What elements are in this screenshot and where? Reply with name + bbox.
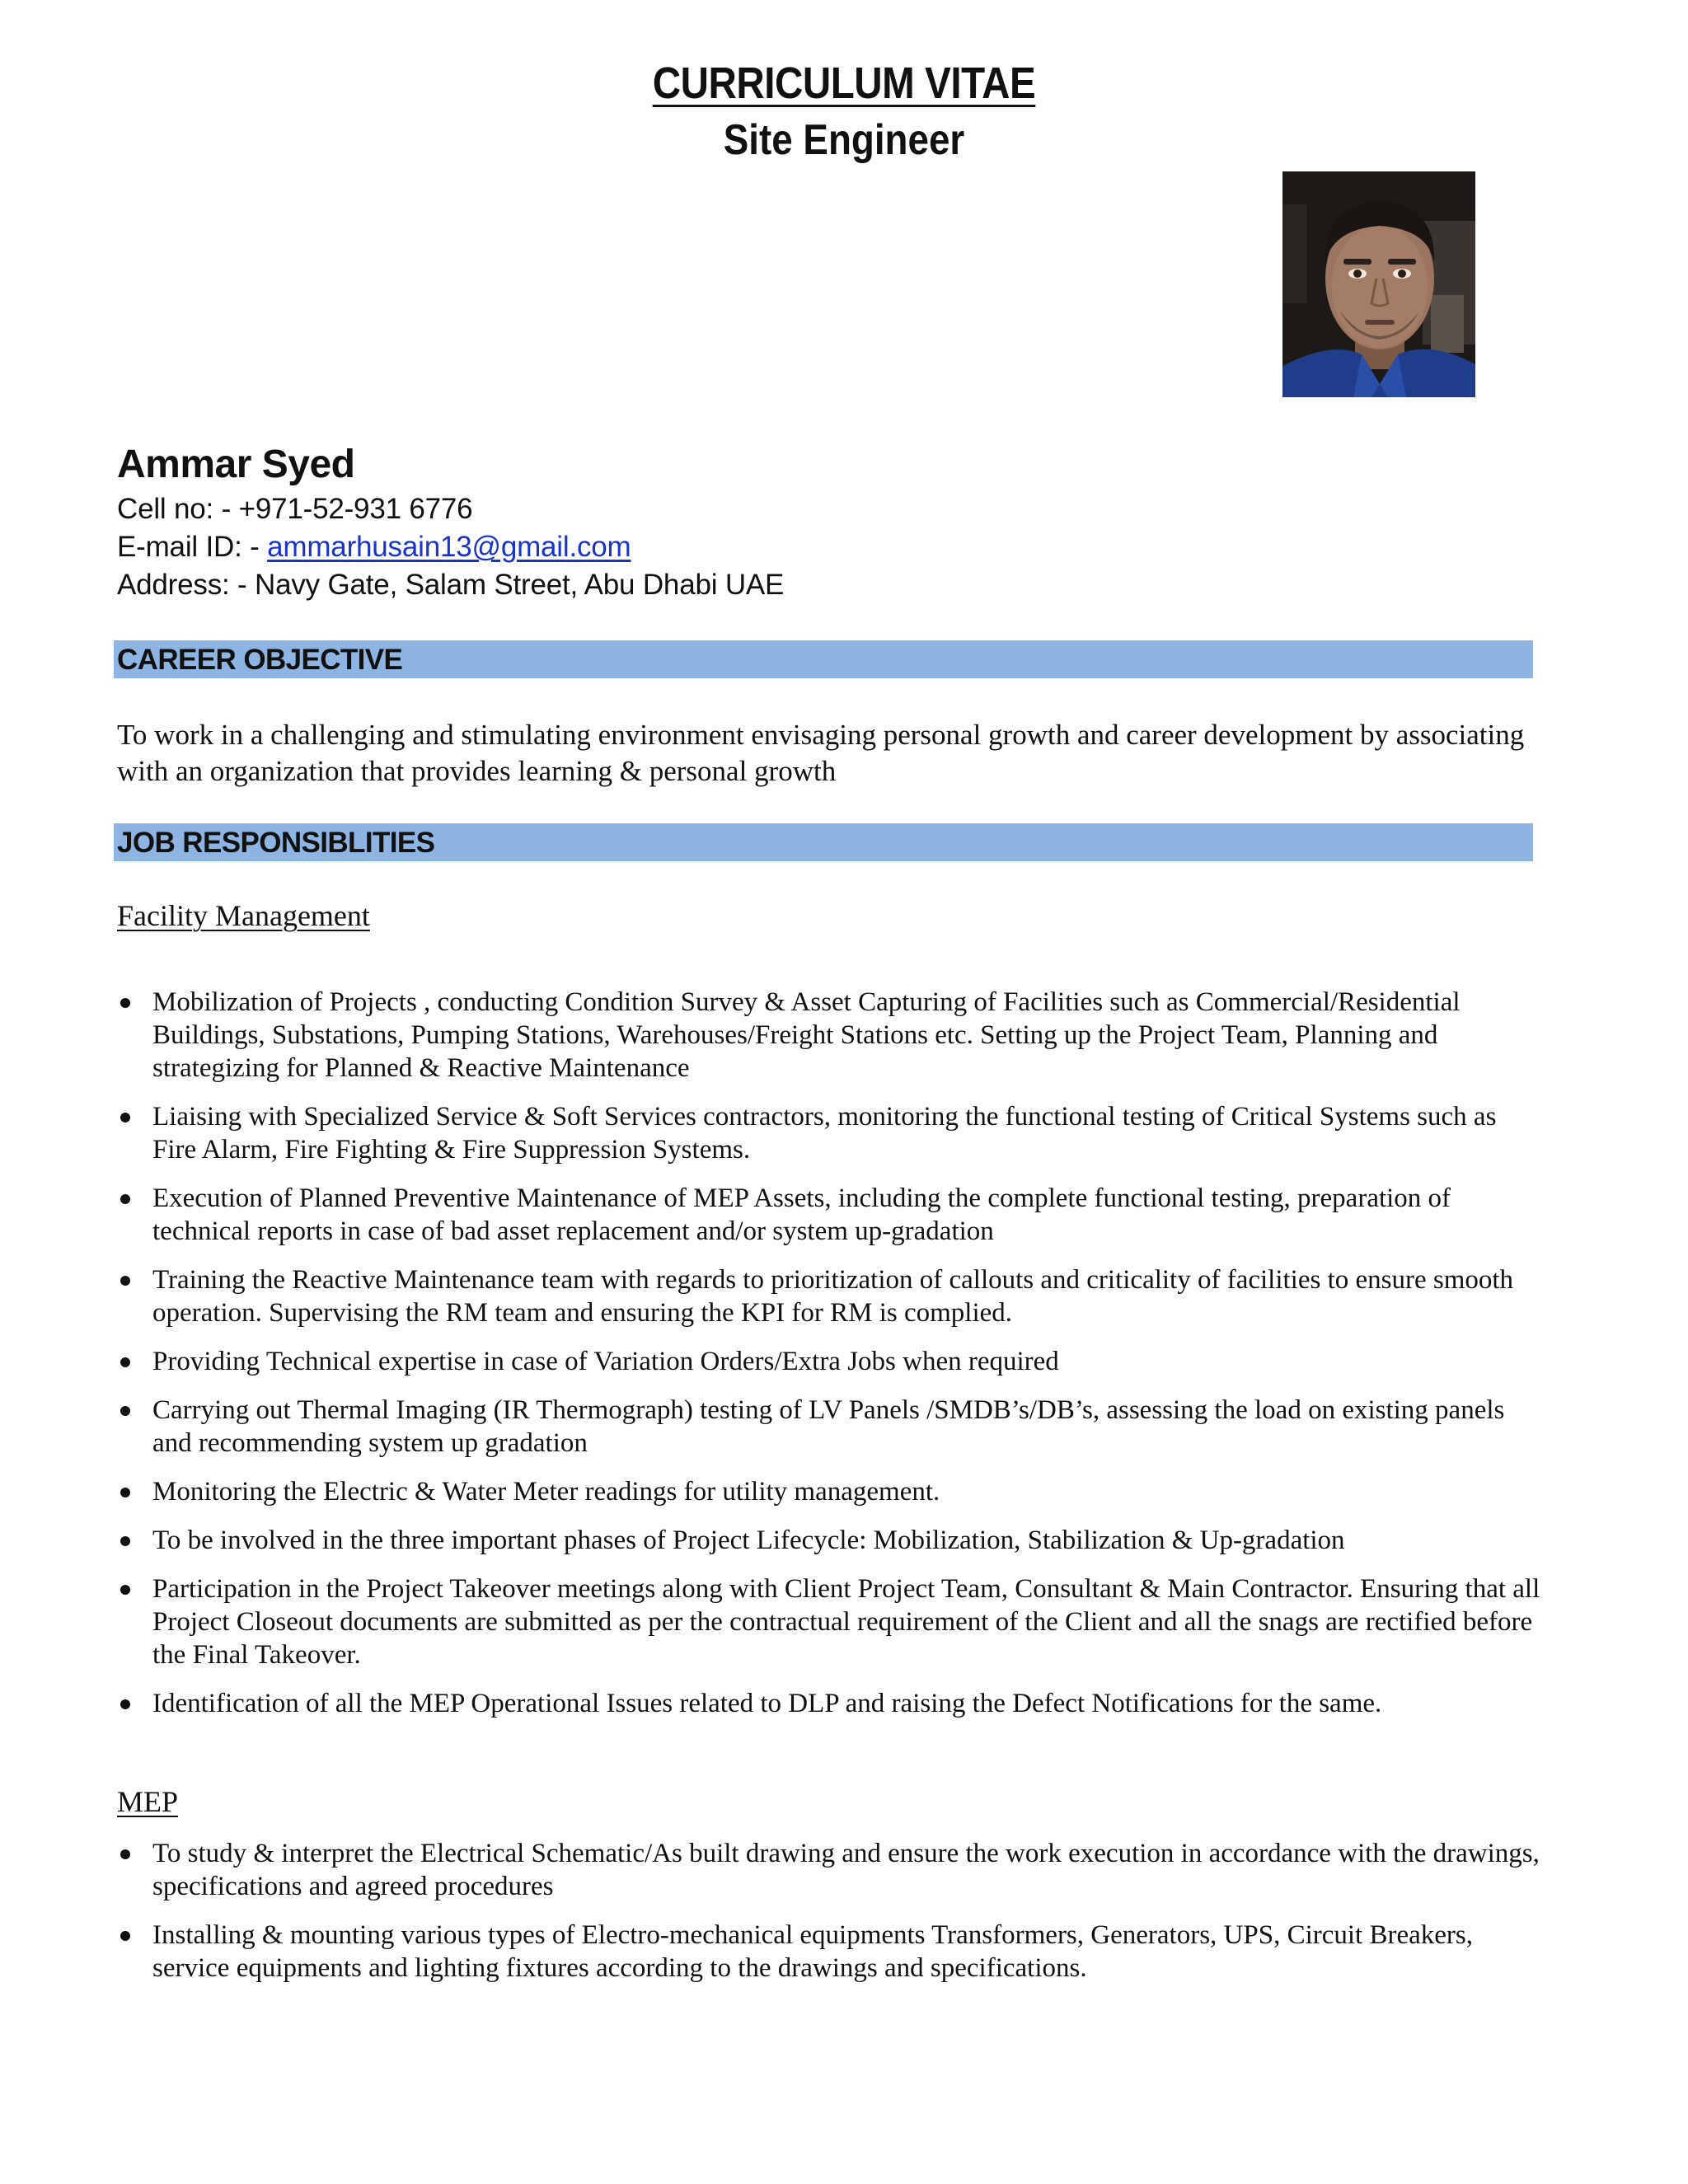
address-line — [117, 569, 784, 602]
cell-number-line — [117, 493, 472, 526]
list-item-text: To study & interpret the Electrical Schematic/As built drawing and ensure the work execution in accordance with the drawings, specifications and agreed procedures — [152, 1839, 1540, 1901]
list-item — [117, 1475, 1543, 1508]
list-item-text: Mobilization of Projects , conducting Condition Survey & Asset Capturing of Facilities such as Commercial/Residential Buildings, Substations, Pumping Stations, Warehouses/Freight Stations etc. Setting up the Project Team, Planning and strategizing for Planned & Reactive Maintenance — [152, 987, 1461, 1083]
career-objective-header — [114, 640, 1533, 678]
list-item-text: To be involved in the three important phases of Project Lifecycle: Mobilization, Stabilization & Up-gradation — [152, 1526, 1345, 1555]
list-item — [117, 1687, 1543, 1720]
document-subtitle: Site Engineer — [723, 116, 965, 164]
portrait-image — [1282, 171, 1475, 397]
email-label: E-mail ID: - — [117, 531, 268, 563]
list-item-text: Participation in the Project Takeover meetings along with Client Project Team, Consultant & Main Contractor. Ensuring that all Project Closeout documents are submitted as per the contractual requirement of the Client and all the snags are rectified before the Final Takeover. — [152, 1574, 1540, 1670]
career-objective-heading: CAREER OBJECTIVE — [117, 644, 403, 676]
address-value: Navy Gate, Salam Street, Abu Dhabi UAE — [255, 569, 785, 601]
list-item — [117, 1182, 1543, 1248]
cell-value: +971-52-931 6776 — [238, 493, 473, 525]
list-item-text: Carrying out Thermal Imaging (IR Thermograph) testing of LV Panels /SMDB’s/DB’s, assessing the load on existing panels and recommending system up gradation — [152, 1395, 1505, 1458]
list-item-text: Execution of Planned Preventive Maintenance of MEP Assets, including the complete functional testing, preparation of technical reports in case of bad asset replacement and/or system up-gradation — [152, 1183, 1451, 1246]
list-item-text: Monitoring the Electric & Water Meter readings for utility management. — [152, 1477, 940, 1507]
list-item-text: Identification of all the MEP Operational Issues related to DLP and raising the Defect Notifications for the same. — [152, 1689, 1382, 1718]
job-responsibilities-heading: JOB RESPONSIBLITIES — [117, 827, 435, 859]
list-item — [117, 986, 1543, 1085]
bullet-icon — [120, 1276, 130, 1286]
list-item — [117, 1100, 1543, 1166]
email-link[interactable]: ammarhusain13@gmail.com — [267, 531, 631, 563]
career-objective-text: To work in a challenging and stimulating environment envisaging personal growth and career development by associating with an organization that provides learning & personal growth — [117, 719, 1525, 787]
email-line — [117, 531, 631, 564]
cell-label: Cell no: - — [117, 493, 239, 525]
list-item — [117, 1394, 1543, 1460]
bullet-icon — [120, 998, 130, 1008]
list-item — [117, 1919, 1543, 1985]
candidate-name: Ammar Syed — [117, 443, 355, 486]
list-item-text: Installing & mounting various types of Electro-mechanical equipments Transformers, Generators, UPS, Circuit Breakers, service equipments and lighting fixtures according to the drawings and specifications. — [152, 1920, 1473, 1983]
bullet-icon — [120, 1585, 130, 1595]
facility-management-heading: Facility Management — [117, 899, 370, 932]
list-item — [117, 1345, 1543, 1378]
list-item-text: Liaising with Specialized Service & Soft Services contractors, monitoring the functional testing of Critical Systems such as Fire Alarm, Fire Fighting & Fire Suppression Systems. — [152, 1102, 1497, 1165]
list-item-text: Providing Technical expertise in case of Variation Orders/Extra Jobs when required — [152, 1347, 1059, 1376]
list-item — [117, 1837, 1543, 1903]
address-label: Address: - — [117, 569, 256, 601]
bullet-icon — [120, 1488, 130, 1497]
bullet-icon — [120, 1931, 130, 1941]
job-responsibilities-header — [114, 823, 1533, 861]
bullet-icon — [120, 1113, 130, 1122]
document-title: CURRICULUM VITAE — [652, 59, 1036, 108]
profile-photo — [1282, 171, 1475, 397]
bullet-icon — [120, 1699, 130, 1709]
list-item — [117, 1572, 1543, 1671]
bullet-icon — [120, 1406, 130, 1416]
mep-heading: MEP — [117, 1785, 179, 1818]
facility-management-list — [117, 986, 1543, 1736]
mep-list — [117, 1837, 1543, 2000]
bullet-icon — [120, 1357, 130, 1367]
bullet-icon — [120, 1849, 130, 1859]
list-item — [117, 1524, 1543, 1557]
bullet-icon — [120, 1536, 130, 1546]
bullet-icon — [120, 1194, 130, 1204]
list-item-text: Training the Reactive Maintenance team with regards to prioritization of callouts and criticality of facilities to ensure smooth operation. Supervising the RM team and ensuring the KPI for RM is complied. — [152, 1265, 1514, 1328]
list-item — [117, 1263, 1543, 1329]
